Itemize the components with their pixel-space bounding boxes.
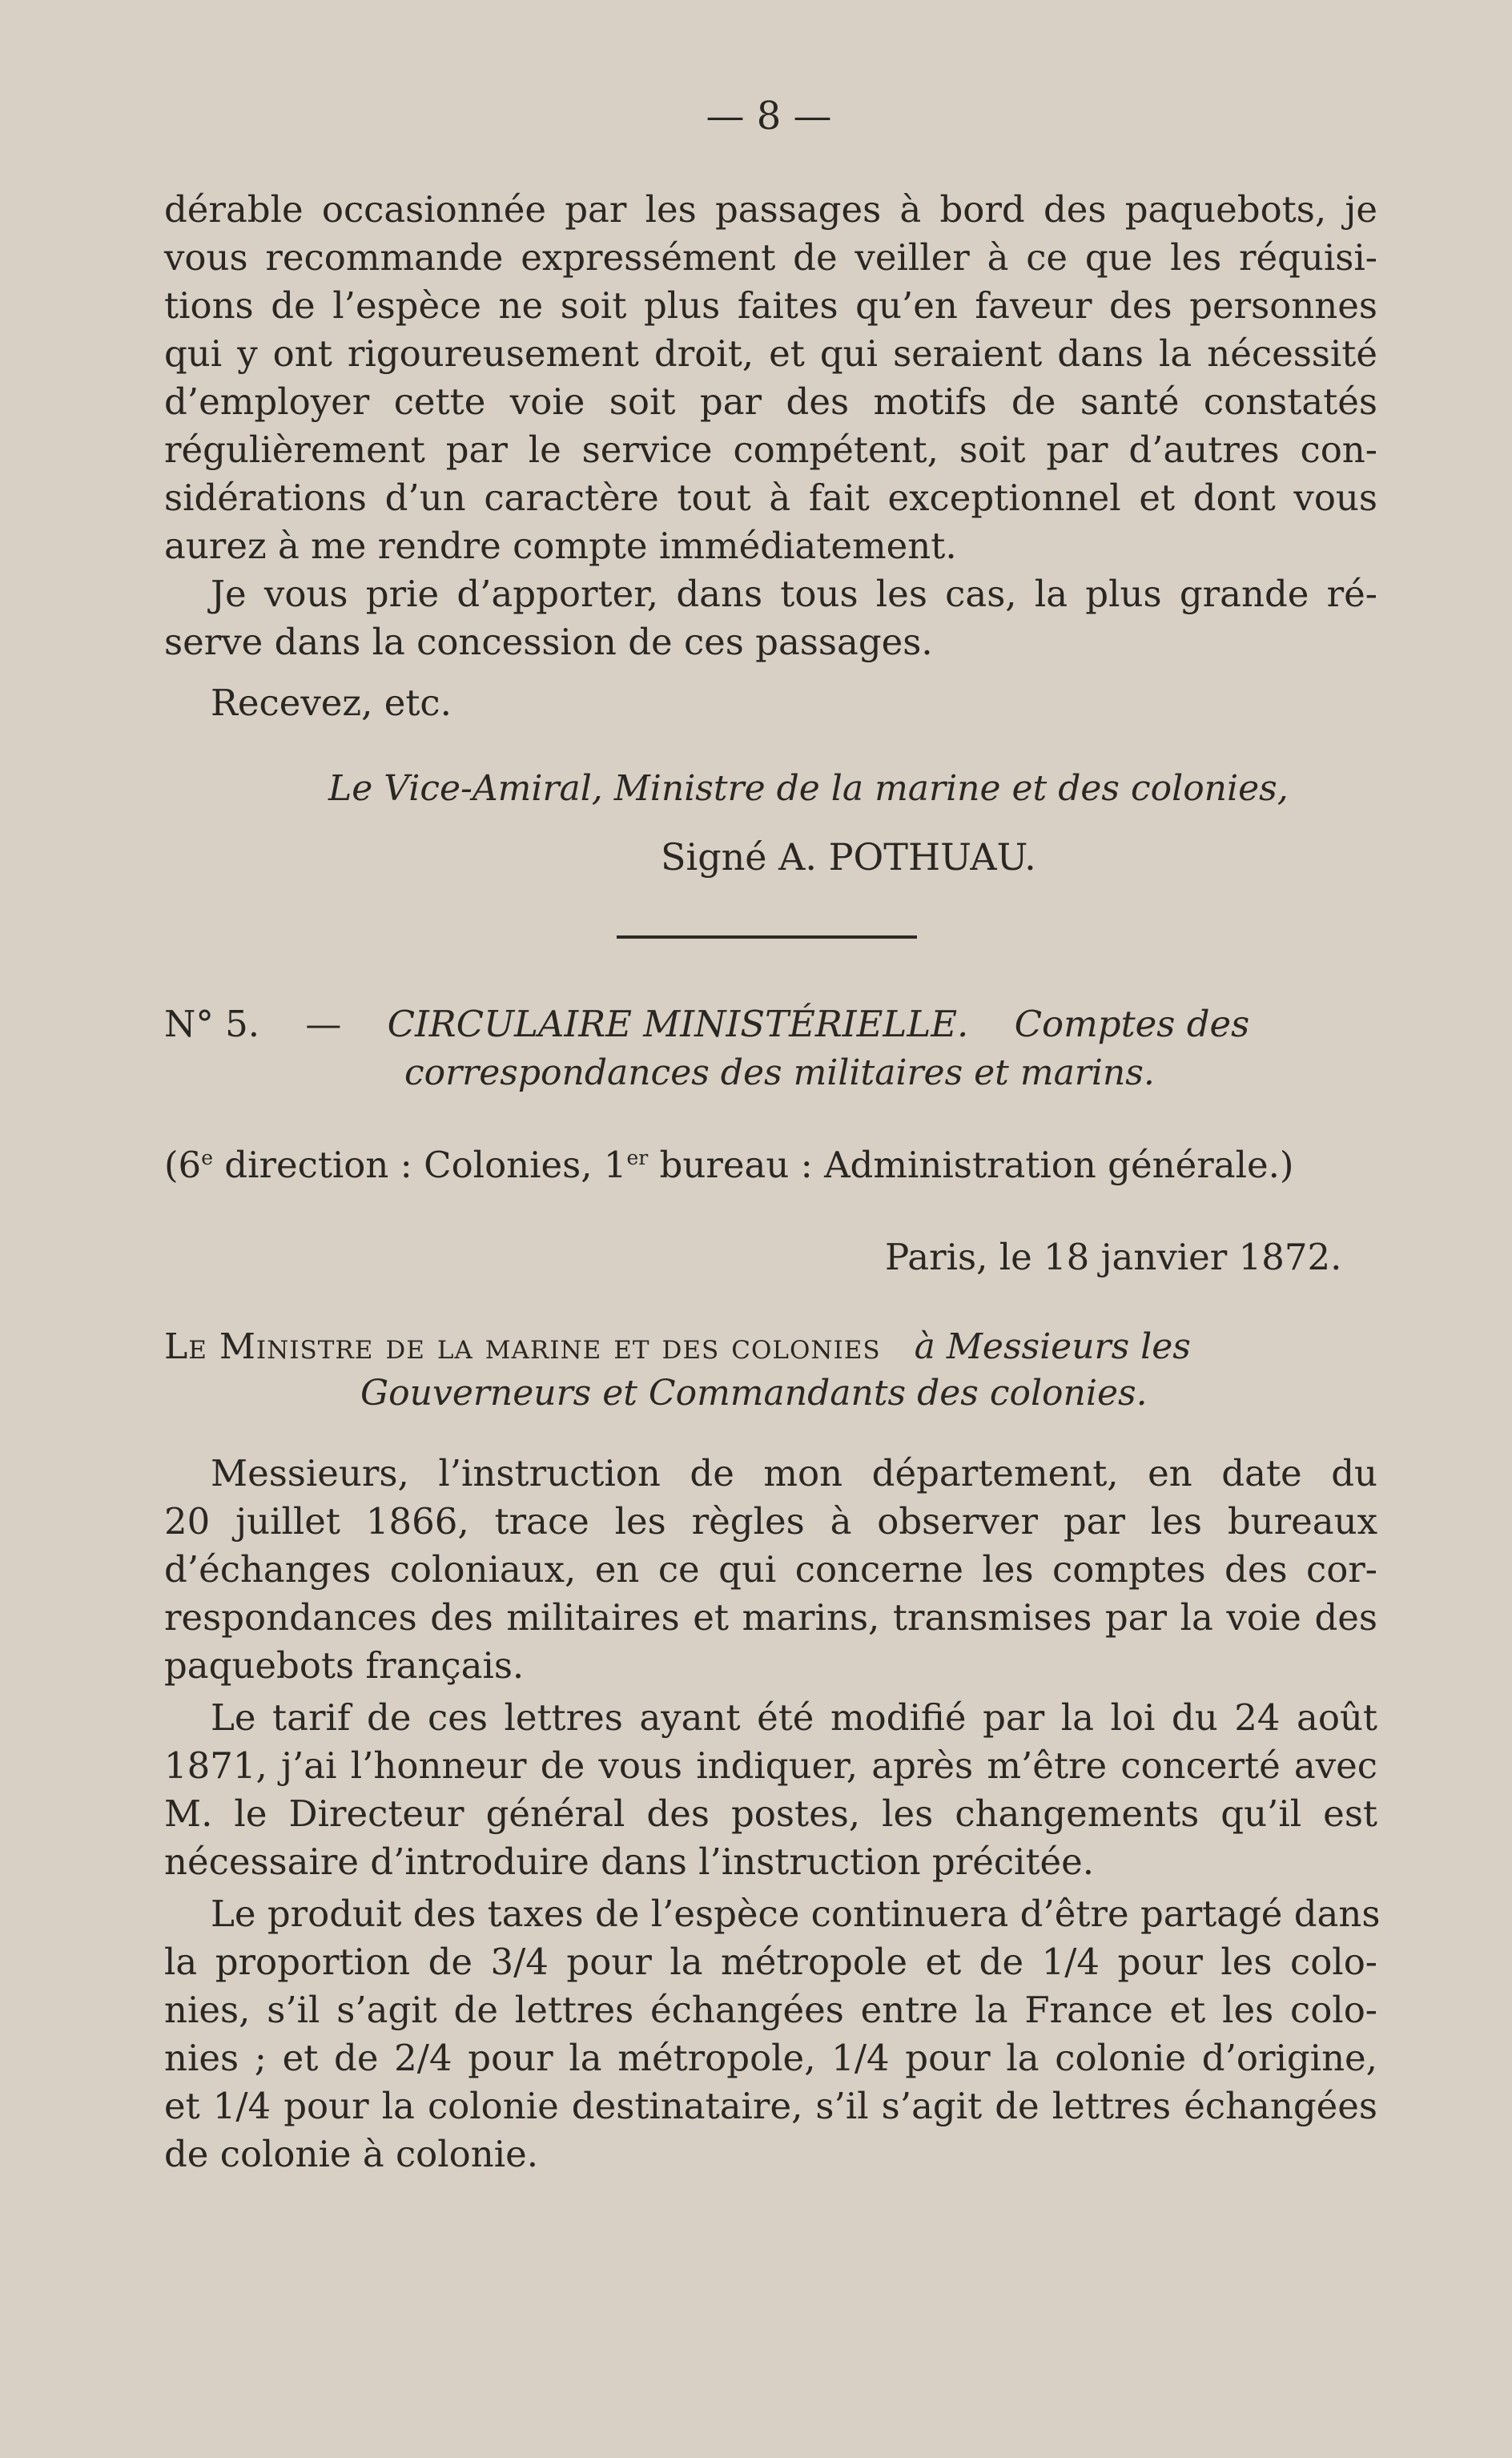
minister-address xyxy=(164,1323,1377,1371)
direction-superscript-1: e xyxy=(201,1146,213,1169)
paragraph-3-line-2: 20 juillet 1866, trace les règles à observer par les bureaux xyxy=(164,1500,1377,1543)
paragraph-1-line-3: tions de l’espèce ne soit plus faites qu’en faveur des personnes xyxy=(164,284,1377,327)
circular-heading xyxy=(164,999,1377,1050)
paragraph-3-line-1: Messieurs, l’instruction de mon département, en date du xyxy=(211,1452,1377,1495)
signature-title: Le Vice-Amiral, Ministre de la marine et des colonies, xyxy=(328,768,1289,809)
direction-middle: direction : Colonies, 1 xyxy=(212,1144,627,1186)
circular-title: CIRCULAIRE MINISTÉRIELLE. xyxy=(387,1003,969,1045)
direction-superscript-2: er xyxy=(626,1146,649,1169)
paragraph-4-line-3: M. le Directeur général des postes, les changements qu’il est xyxy=(164,1792,1377,1835)
paragraph-5-line-1: Le produit des taxes de l’espèce continuera d’être partagé dans xyxy=(211,1893,1381,1935)
paragraph-5-line-5: et 1/4 pour la colonie destinataire, s’il s’agit de lettres échangées xyxy=(164,2085,1377,2127)
circular-subject-end: correspondances des militaires et marins. xyxy=(404,1052,1155,1093)
paragraph-3-line-5: paquebots français. xyxy=(164,1644,525,1687)
circular-number: N° 5. xyxy=(164,1003,260,1045)
paragraph-4-line-4: nécessaire d’introduire dans l’instruction précitée. xyxy=(164,1840,1095,1883)
paragraph-1-line-5: d’employer cette voie soit par des motifs de santé constatés xyxy=(164,380,1377,423)
dateline: Paris, le 18 janvier 1872. xyxy=(885,1236,1342,1278)
paragraph-5-line-2: la proportion de 3/4 pour la métropole et de 1/4 pour les colo- xyxy=(164,1941,1377,1983)
paragraph-1-line-2: vous recommande expressément de veiller à ce que les réquisi- xyxy=(164,236,1377,279)
minister-recipient-start: à Messieurs les xyxy=(914,1326,1191,1367)
closing-phrase: Recevez, etc. xyxy=(211,682,452,724)
paragraph-1-line-8: aurez à me rendre compte immédiatement. xyxy=(164,525,957,567)
paragraph-4-line-1: Le tarif de ces lettres ayant été modifié par la loi du 24 août xyxy=(211,1696,1377,1739)
page-number: — 8 — xyxy=(706,94,832,139)
paragraph-4-line-2: 1871, j’ai l’honneur de vous indiquer, après m’être concerté avec xyxy=(164,1744,1377,1787)
direction-suffix: bureau : Administration générale.) xyxy=(648,1144,1294,1186)
paragraph-1-line-6: régulièrement par le service compétent, soit par d’autres con- xyxy=(164,428,1377,471)
paragraph-1-line-4: qui y ont rigoureusement droit, et qui seraient dans la nécessité xyxy=(164,332,1377,375)
minister-recipient-end: Gouverneurs et Commandants des colonies. xyxy=(360,1373,1148,1414)
paragraph-5-line-4: nies ; et de 2/4 pour la métropole, 1/4 pour la colonie d’origine, xyxy=(164,2037,1377,2079)
paragraph-2-line-1: Je vous prie d’apporter, dans tous les cas, la plus grande ré- xyxy=(211,573,1377,615)
paragraph-3-line-3: d’échanges coloniaux, en ce qui concerne les comptes des cor- xyxy=(164,1548,1377,1591)
paragraph-1-line-1: dérable occasionnée par les passages à bord des paquebots, je xyxy=(164,188,1377,231)
direction-line xyxy=(164,1141,1377,1189)
paragraph-1-line-7: sidérations d’un caractère tout à fait exceptionnel et dont vous xyxy=(164,477,1377,519)
direction-prefix: (6 xyxy=(164,1144,202,1186)
minister-title: Le Ministre de la marine et des colonies xyxy=(164,1326,881,1367)
paragraph-3-line-4: respondances des militaires et marins, transmises par la voie des xyxy=(164,1596,1377,1639)
paragraph-2-line-2: serve dans la concession de ces passages. xyxy=(164,621,933,663)
circular-subject-start: Comptes des xyxy=(1014,1003,1250,1045)
section-divider xyxy=(617,935,917,939)
paragraph-5-line-6: de colonie à colonie. xyxy=(164,2133,539,2175)
circular-dash: — xyxy=(305,1003,342,1045)
paragraph-5-line-3: nies, s’il s’agit de lettres échangées entre la France et les colo- xyxy=(164,1989,1377,2031)
signature-name: Signé A. POTHUAU. xyxy=(661,835,1036,879)
